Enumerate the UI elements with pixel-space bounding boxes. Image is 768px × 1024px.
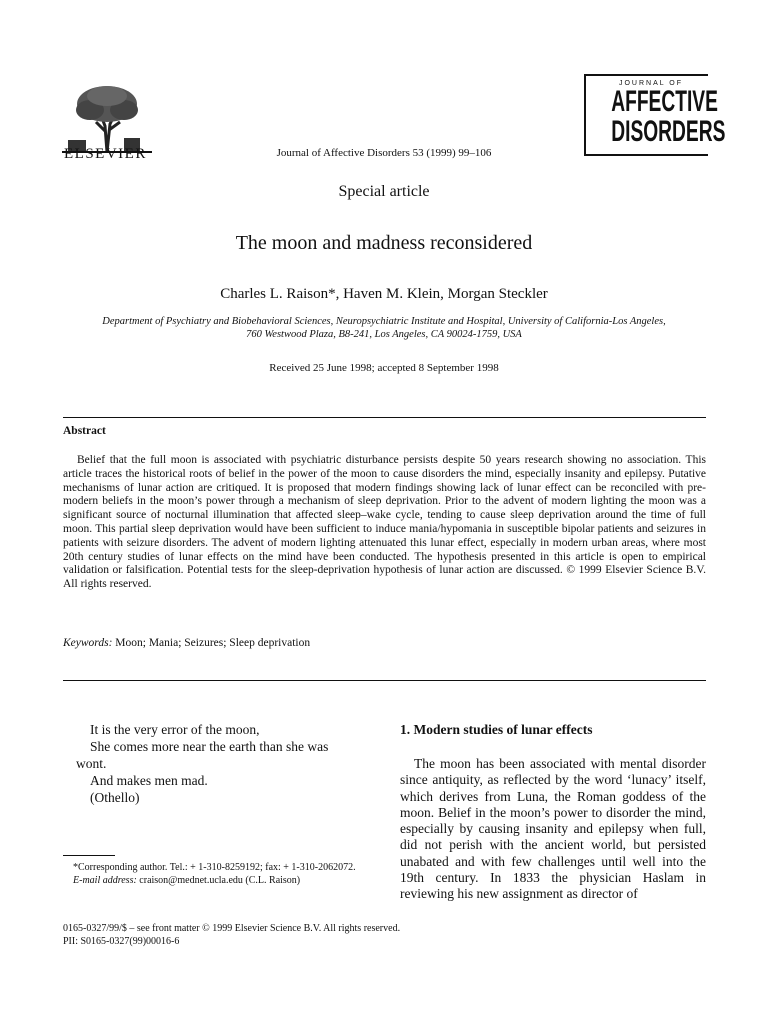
section-heading: 1. Modern studies of lunar effects bbox=[400, 722, 593, 737]
affiliation-line-1: Department of Psychiatry and Biobehavioral Sciences, Neuropsychiatric Institute and Hospital, University of California-Los Angeles, bbox=[102, 316, 666, 327]
section-body: The moon has been associated with mental disorder since antiquity, as reflected by the word ‘lunacy’ itself, which derives from Luna, the Roman goddess of the moon. Belief in the moon’s power to disorder the mind, especially by causing insanity and epilepsy when full, did not perish with the ancient world, but persisted unabated and with few challenges until well into the 19th century. In 1833 the physician Haslam in reviewing his new assignment as director of bbox=[400, 756, 706, 902]
logo-journal-of: JOURNAL OF bbox=[618, 80, 684, 87]
logo-affective: AFFECTIVE bbox=[611, 85, 718, 118]
received-dates: Received 25 June 1998; accepted 8 September 1998 bbox=[269, 362, 499, 374]
article-title: The moon and madness reconsidered bbox=[235, 232, 533, 254]
email-label: E-mail address: bbox=[73, 874, 137, 886]
logo-top-rule bbox=[584, 74, 708, 76]
keywords bbox=[63, 637, 310, 649]
logo-side-rule bbox=[584, 74, 586, 156]
keywords-label: Keywords: bbox=[63, 637, 113, 649]
abstract-heading: Abstract bbox=[63, 425, 106, 437]
abstract-bottom-rule bbox=[63, 680, 706, 681]
epigraph-line: She comes more near the earth than she was bbox=[90, 739, 329, 754]
footnotes bbox=[63, 862, 373, 887]
email-note bbox=[63, 875, 373, 888]
article-authors: Charles L. Raison*, Haven M. Klein, Morgan Steckler bbox=[220, 286, 548, 302]
epigraph-line: It is the very error of the moon, bbox=[90, 722, 260, 737]
keywords-list: Moon; Mania; Seizures; Sleep deprivation bbox=[115, 637, 311, 649]
corresponding-author-note: *Corresponding author. Tel.: + 1-310-8259192; fax: + 1-310-2062072. bbox=[73, 862, 356, 873]
footnote-rule bbox=[63, 855, 115, 856]
article-type: Special article bbox=[338, 183, 430, 200]
abstract-body: Belief that the full moon is associated with psychiatric disturbance persists despite 50 years research showing no association. This article traces the historical roots of belief in the power of the moon to cause disorders the mind, especially insanity and epilepsy. Putative mechanisms of lunar action are critiqued. It is proposed that modern findings showing lack of lunar effect can be reconciled with pre-modern beliefs in the moon’s power through a mechanism of sleep deprivation. Prior to the advent of modern lighting the moon was a significant source of nocturnal illumination that affected sleep–wake cycle, tending to cause sleep deprivation around the time of full moon. This partial sleep deprivation would have been sufficient to induce mania/hypomania in susceptible bipolar patients and seizures in patients with seizure disorders. The advent of modern lighting attenuated this lunar effect, especially in modern urban areas, where most 20th century studies of lunar effects on the mind have been conducted. The hypothesis presented in this article is open to empirical validation or falsification. Potential tests for the sleep-deprivation hypothesis of lunar action are discussed. © 1999 Elsevier Science B.V. All rights reserved. bbox=[63, 454, 706, 591]
epigraph bbox=[76, 721, 376, 806]
journal-citation: Journal of Affective Disorders 53 (1999) 99–106 bbox=[276, 147, 492, 159]
abstract-top-rule bbox=[63, 417, 706, 418]
page-footer bbox=[63, 922, 400, 948]
epigraph-line: And makes men mad. bbox=[90, 773, 208, 788]
epigraph-source: (Othello) bbox=[90, 790, 140, 805]
epigraph-line: wont. bbox=[76, 756, 107, 771]
logo-bottom-rule bbox=[584, 154, 708, 156]
copyright-line: 0165-0327/99/$ – see front matter © 1999 Elsevier Science B.V. All rights reserved. bbox=[63, 923, 401, 934]
logo-disorders: DISORDERS bbox=[611, 115, 726, 148]
email-address[interactable]: craison@mednet.ucla.edu (C.L. Raison) bbox=[139, 874, 301, 886]
affiliation-line-2: 760 Westwood Plaza, B8-241, Los Angeles, CA 90024-1759, USA bbox=[246, 329, 522, 340]
publisher-name: ELSEVIER bbox=[64, 146, 147, 162]
pii-line: PII: S0165-0327(99)00016-6 bbox=[63, 936, 180, 947]
journal-logo bbox=[584, 74, 726, 158]
